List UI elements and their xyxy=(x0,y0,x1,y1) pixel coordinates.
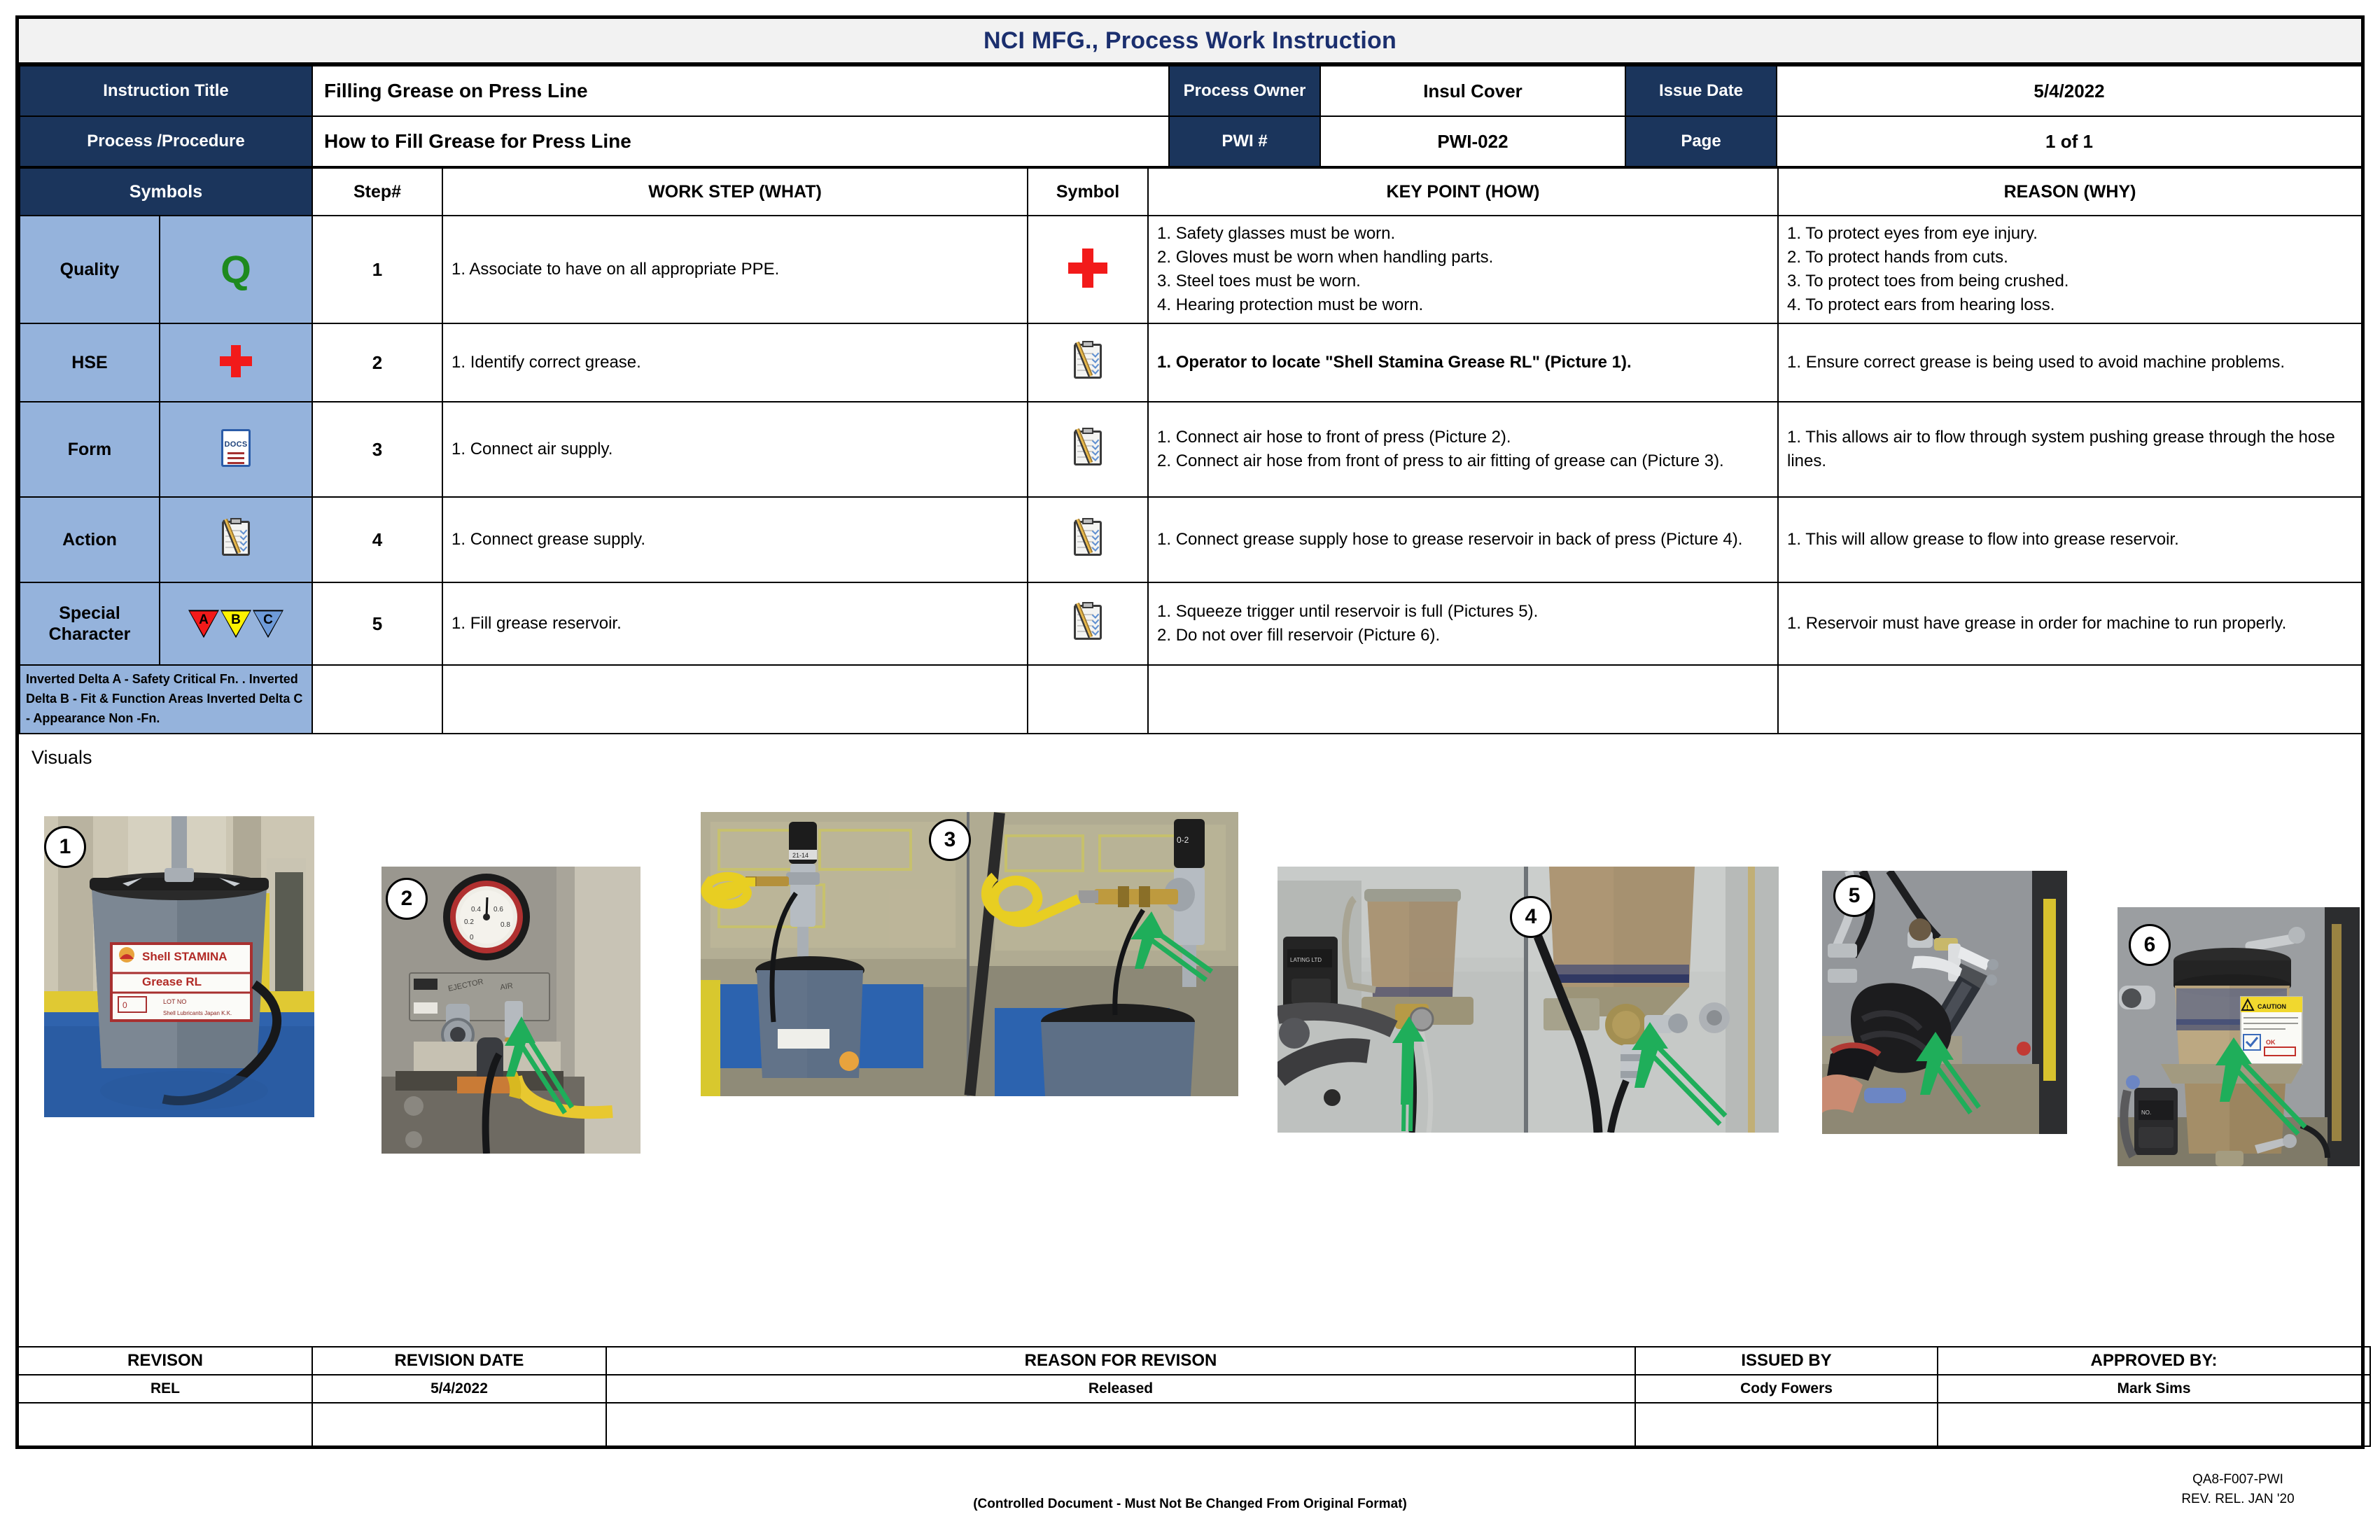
revision-col-revision: REVISON xyxy=(18,1347,312,1375)
revision-date-value: 5/4/2022 xyxy=(312,1375,606,1403)
page-value: 1 of 1 xyxy=(2045,130,2093,152)
symbol-legend-label-hse: HSE xyxy=(20,323,160,402)
revision-issued-by-value-empty xyxy=(1635,1403,1938,1446)
symbol-legend-label-action: Action xyxy=(20,497,160,582)
header-row-instruction-title xyxy=(20,66,2362,116)
clipboard-pencil-icon xyxy=(1028,323,1148,402)
triangle-b: B xyxy=(220,610,251,638)
visuals-section xyxy=(19,734,2361,1231)
page-value-cell xyxy=(1777,116,2362,167)
symbol-legend-label-quality: Quality xyxy=(20,216,160,323)
key-point-text: 1. Safety glasses must be worn. 2. Gloves must be worn when handling parts. 3. Steel toes must be worn. 4. Hearing protection must be worn. xyxy=(1157,224,1494,315)
red-cross-icon xyxy=(1028,216,1148,323)
revision-table xyxy=(18,1346,2371,1447)
key-point-text: 1. Connect air hose to front of press (Picture 2). 2. Connect air hose from front of press to air fitting of grease can (Picture 3). xyxy=(1157,428,1724,471)
revision-date-value-empty xyxy=(312,1403,606,1446)
table-row xyxy=(20,402,2362,497)
table-row xyxy=(20,582,2362,665)
revision-col-approved-by: APPROVED BY: xyxy=(1938,1347,2370,1375)
work-step-cell-empty xyxy=(442,665,1028,734)
svg-text:0.4: 0.4 xyxy=(471,905,481,913)
work-step-cell xyxy=(442,497,1028,582)
revision-reason-value-empty xyxy=(606,1403,1635,1446)
process-procedure-value: How to Fill Grease for Press Line xyxy=(324,130,631,152)
header-row-process-procedure xyxy=(20,116,2362,167)
work-step-cell xyxy=(442,402,1028,497)
svg-text:!: ! xyxy=(2246,1003,2248,1011)
instruction-title-value-cell xyxy=(312,66,1169,116)
visual-photo-1[interactable] xyxy=(44,816,314,1117)
col-header-work-step: WORK STEP (WHAT) xyxy=(442,168,1028,216)
pwi-number-label: PWI # xyxy=(1169,116,1320,167)
step-number: 3 xyxy=(312,402,442,497)
work-instruction-table xyxy=(19,167,2362,734)
symbol-legend-label-special-character: Special Character xyxy=(20,582,160,665)
reason-text: 1. This will allow grease to flow into grease reservoir. xyxy=(1787,530,2179,550)
red-cross-icon xyxy=(160,323,312,402)
table-row xyxy=(20,216,2362,323)
visual-badge-6: 6 xyxy=(2129,924,2171,966)
svg-text:Shell STAMINA: Shell STAMINA xyxy=(142,949,227,963)
form-code-note xyxy=(2122,1470,2353,1508)
quality-q-icon: Q xyxy=(160,216,312,323)
reason-cell xyxy=(1778,216,2362,323)
revision-row-empty xyxy=(18,1403,2370,1446)
issue-date-value-cell xyxy=(1777,66,2362,116)
pwi-number-value: PWI-022 xyxy=(1437,130,1508,152)
revision-header-row xyxy=(18,1347,2370,1375)
step-number: 1 xyxy=(312,216,442,323)
controlled-document-note: (Controlled Document - Must Not Be Changed From Original Format) xyxy=(973,1497,1407,1511)
symbol-cell-empty xyxy=(1028,665,1148,734)
key-point-text: 1. Operator to locate "Shell Stamina Grease RL" (Picture 1). xyxy=(1157,353,1632,372)
instruction-title-label: Instruction Title xyxy=(20,66,312,116)
reason-cell-empty xyxy=(1778,665,2362,734)
reason-text: 1. Ensure correct grease is being used to avoid machine problems. xyxy=(1787,353,2286,372)
work-step-cell xyxy=(442,582,1028,665)
work-step-text: 1. Connect grease supply. xyxy=(451,530,646,550)
svg-text:EJECTOR: EJECTOR xyxy=(447,977,484,993)
reason-text: 1. Reservoir must have grease in order for machine to run properly. xyxy=(1787,614,2287,634)
key-point-cell xyxy=(1148,497,1778,582)
col-header-key-point: KEY POINT (HOW) xyxy=(1148,168,1778,216)
revision-issued-by-value: Cody Fowers xyxy=(1635,1375,1938,1403)
svg-text:0: 0 xyxy=(470,933,474,941)
clipboard-pencil-icon xyxy=(1028,582,1148,665)
svg-text:CAUTION: CAUTION xyxy=(2258,1002,2286,1010)
reason-cell xyxy=(1778,402,2362,497)
key-point-text: 1. Connect grease supply hose to grease reservoir in back of press (Picture 4). xyxy=(1157,530,1743,550)
symbol-legend-label-form: Form xyxy=(20,402,160,497)
revision-approved-by-value: Mark Sims xyxy=(1938,1375,2370,1403)
process-procedure-value-cell xyxy=(312,116,1169,167)
step-number: 4 xyxy=(312,497,442,582)
revision-col-reason: REASON FOR REVISON xyxy=(606,1347,1635,1375)
svg-text:0.8: 0.8 xyxy=(500,920,510,929)
step-number-empty xyxy=(312,665,442,734)
photo-3-graphic xyxy=(701,812,1238,1096)
visual-badge-4: 4 xyxy=(1510,896,1552,938)
revision-col-date: REVISION DATE xyxy=(312,1347,606,1375)
step-number: 5 xyxy=(312,582,442,665)
revision-value-empty xyxy=(18,1403,312,1446)
instruction-title-value: Filling Grease on Press Line xyxy=(324,80,588,102)
col-header-reason: REASON (WHY) xyxy=(1778,168,2362,216)
svg-text:NO.: NO. xyxy=(2141,1109,2152,1116)
revision-value: REL xyxy=(18,1375,312,1403)
svg-text:Grease RL: Grease RL xyxy=(142,974,202,988)
page-title: NCI MFG., Process Work Instruction xyxy=(983,27,1396,54)
reason-cell xyxy=(1778,497,2362,582)
table-header-row xyxy=(20,168,2362,216)
pwi-number-value-cell xyxy=(1320,116,1625,167)
issue-date-value: 5/4/2022 xyxy=(2033,80,2105,102)
key-point-cell-empty xyxy=(1148,665,1778,734)
key-point-cell xyxy=(1148,582,1778,665)
clipboard-pencil-icon xyxy=(160,497,312,582)
svg-text:0: 0 xyxy=(122,1000,127,1010)
work-step-cell xyxy=(442,216,1028,323)
document-frame xyxy=(15,15,2365,1449)
key-point-cell xyxy=(1148,402,1778,497)
visual-photo-3[interactable] xyxy=(701,812,1238,1096)
process-owner-value-cell xyxy=(1320,66,1625,116)
form-revision: REV. REL. JAN '20 xyxy=(2181,1491,2295,1506)
visuals-label: Visuals xyxy=(31,746,92,768)
docs-form-icon: DOCS xyxy=(160,402,312,497)
visual-badge-2: 2 xyxy=(386,878,428,920)
clipboard-pencil-icon xyxy=(1028,402,1148,497)
key-point-text: 1. Squeeze trigger until reservoir is full (Pictures 5). 2. Do not over fill reservoir (Picture 6). xyxy=(1157,602,1539,645)
revision-reason-value: Released xyxy=(606,1375,1635,1403)
col-header-symbol: Symbol xyxy=(1028,168,1148,216)
page-label: Page xyxy=(1625,116,1777,167)
photo-1-graphic xyxy=(44,816,314,1117)
table-row xyxy=(20,497,2362,582)
work-step-text: 1. Fill grease reservoir. xyxy=(451,614,622,634)
svg-text:21-14: 21-14 xyxy=(792,851,809,859)
reason-text: 1. This allows air to flow through system pushing grease through the hose lines. xyxy=(1787,428,2335,471)
triangle-a: A xyxy=(188,610,219,638)
process-owner-value: Insul Cover xyxy=(1423,80,1522,102)
key-point-cell xyxy=(1148,216,1778,323)
svg-text:0-2: 0-2 xyxy=(1177,834,1189,845)
work-step-text: 1. Connect air supply. xyxy=(451,440,613,459)
revision-footer-wrapper xyxy=(18,1346,2362,1447)
svg-text:Shell Lubricants Japan K.K.: Shell Lubricants Japan K.K. xyxy=(163,1009,232,1016)
symbols-panel-header: Symbols xyxy=(20,168,312,216)
col-header-step: Step# xyxy=(312,168,442,216)
reason-cell xyxy=(1778,323,2362,402)
issue-date-label: Issue Date xyxy=(1625,66,1777,116)
document-title-banner xyxy=(19,19,2361,65)
reason-cell xyxy=(1778,582,2362,665)
visuals-photo-stage xyxy=(19,769,2361,1231)
svg-text:0.6: 0.6 xyxy=(493,905,503,913)
svg-text:LATING LTD: LATING LTD xyxy=(1290,956,1322,963)
triangle-c: C xyxy=(253,610,284,638)
revision-col-issued-by: ISSUED BY xyxy=(1635,1347,1938,1375)
special-character-legend: Inverted Delta A - Safety Critical Fn. . Inverted Delta B - Fit & Function Areas Inverted Delta C - Appearance Non -Fn. xyxy=(20,665,312,734)
visual-badge-1: 1 xyxy=(44,826,86,868)
process-owner-label: Process Owner xyxy=(1169,66,1320,116)
reason-text: 1. To protect eyes from eye injury. 2. To protect hands from cuts. 3. To protect toes from being crushed. 4. To protect ears from hearing loss. xyxy=(1787,224,2069,315)
table-row-legend xyxy=(20,665,2362,734)
key-point-cell xyxy=(1148,323,1778,402)
clipboard-pencil-icon xyxy=(1028,497,1148,582)
table-row xyxy=(20,323,2362,402)
svg-text:OK: OK xyxy=(2266,1038,2276,1046)
revision-row xyxy=(18,1375,2370,1403)
header-info-table xyxy=(19,65,2362,167)
work-step-text: 1. Identify correct grease. xyxy=(451,353,641,372)
form-code: QA8-F007-PWI xyxy=(2192,1472,2283,1487)
step-number: 2 xyxy=(312,323,442,402)
special-character-triangles-icon xyxy=(160,582,312,665)
work-step-text: 1. Associate to have on all appropriate PPE. xyxy=(451,260,780,279)
svg-text:0.2: 0.2 xyxy=(464,918,474,926)
svg-text:LOT NO: LOT NO xyxy=(163,997,187,1005)
svg-text:AIR: AIR xyxy=(499,981,514,992)
visual-badge-3: 3 xyxy=(929,819,971,861)
work-step-cell xyxy=(442,323,1028,402)
visual-badge-5: 5 xyxy=(1833,875,1875,917)
revision-approved-by-value-empty xyxy=(1938,1403,2370,1446)
process-procedure-label: Process /Procedure xyxy=(20,116,312,167)
